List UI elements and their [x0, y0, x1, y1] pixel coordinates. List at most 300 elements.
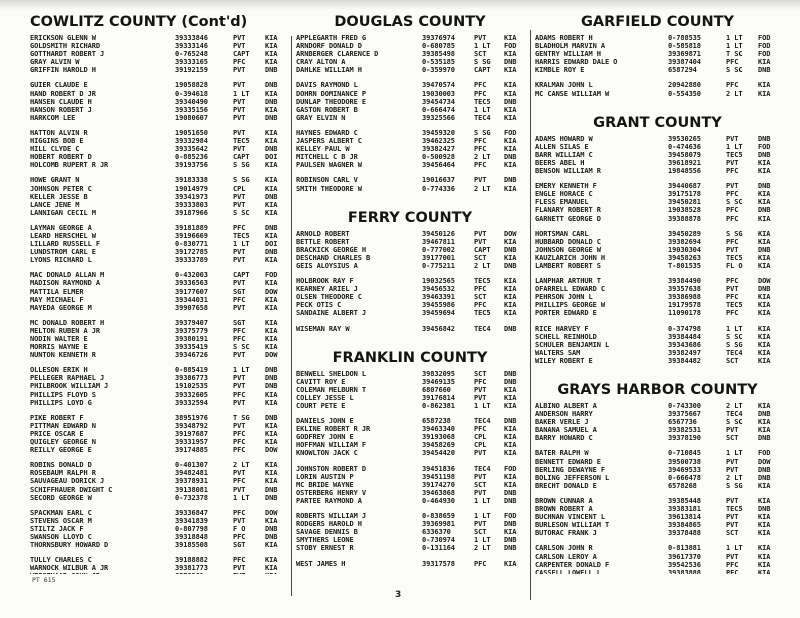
status-code: KIA: [504, 237, 517, 246]
serial-number: 39459320: [422, 128, 455, 137]
section-spacer: [535, 105, 780, 115]
status-code: KIA: [265, 326, 278, 335]
status-code: KIA: [758, 237, 771, 246]
soldier-name: WEST JAMES H: [296, 559, 346, 568]
roster-entry: [535, 505, 780, 513]
serial-number: 39384490: [668, 277, 701, 286]
status-code: KIA: [504, 472, 517, 481]
roster-entry: [30, 494, 287, 502]
roster-entry: [535, 458, 780, 466]
rank: TEC4: [474, 113, 491, 122]
roster-entry: [296, 394, 524, 402]
serial-number: 39331957: [175, 438, 208, 447]
section-spacer: [296, 340, 524, 350]
status-code: KIA: [504, 559, 517, 568]
roster-entry: [30, 201, 287, 209]
soldier-name: SCHELL REINHOLD: [535, 332, 597, 341]
soldier-name: LILLARD RUSSELL F: [30, 240, 100, 249]
roster-entry: [535, 34, 780, 42]
serial-number: 39458079: [668, 150, 701, 159]
status-code: KIA: [758, 261, 771, 270]
status-code: DNB: [504, 245, 517, 254]
roster-entry: [30, 319, 287, 327]
serial-number: 39459694: [422, 309, 455, 318]
roster-entry: [296, 417, 524, 425]
roster-entry: [296, 544, 524, 552]
roster-entry: [535, 521, 780, 529]
county-heading: FRANKLIN COUNTY: [332, 349, 488, 366]
serial-number: 19051650: [175, 128, 208, 137]
soldier-name: ARNOLD ROBERT: [296, 229, 350, 238]
serial-number: 0-885236: [175, 153, 208, 162]
roster-entry: [30, 327, 287, 335]
soldier-name: RODGERS HAROLD H: [296, 520, 362, 529]
soldier-name: KIMBLE ROY E: [535, 66, 585, 75]
roster-entry: [296, 90, 524, 98]
rank: CAPT: [474, 66, 491, 75]
status-code: KIA: [265, 176, 278, 185]
status-code: KIA: [265, 58, 278, 67]
serial-number: 6587238: [422, 417, 451, 426]
serial-number: 39369981: [422, 520, 455, 529]
serial-number: 39384484: [668, 332, 701, 341]
roster-entry: [535, 301, 780, 309]
serial-number: 39378190: [668, 434, 701, 443]
rank: PVT: [474, 237, 487, 246]
rank: S SC: [233, 343, 250, 352]
status-code: KIA: [504, 285, 517, 294]
serial-number: 20942880: [668, 81, 701, 90]
roster-entry: [30, 153, 287, 161]
soldier-name: BOLING JEFFERSON L: [535, 473, 610, 482]
status-code: KIA: [758, 293, 771, 302]
status-code: KIA: [758, 496, 771, 505]
roster-entry: [296, 238, 524, 246]
soldier-name: BAKER VERLE J: [535, 418, 589, 427]
soldier-name: WISEMAN RAY W: [296, 324, 350, 333]
status-code: KIA: [758, 158, 771, 167]
status-code: KIA: [758, 198, 771, 207]
rank: 2 LT: [474, 153, 491, 162]
roster-entry: [30, 42, 287, 50]
serial-number: 39382531: [668, 426, 701, 435]
roster-entry: [30, 304, 287, 312]
soldier-name: JOHNSON PETER C: [30, 184, 92, 193]
rank: PFC: [233, 532, 246, 541]
rank: PVT: [233, 374, 246, 383]
status-code: DNB: [758, 66, 771, 75]
status-code: KIA: [758, 513, 771, 522]
rank: PVT: [233, 113, 246, 122]
rank: PFC: [474, 89, 487, 98]
roster-entry: [30, 525, 287, 533]
soldier-name: REILLY GEORGE E: [30, 446, 92, 455]
roster-entry: [296, 497, 524, 505]
roster-entry: [535, 544, 780, 552]
serial-number: 39384482: [668, 356, 701, 365]
serial-number: 39613814: [668, 513, 701, 522]
soldier-name: STILTZ JACK F: [30, 524, 84, 533]
serial-number: 39193756: [175, 161, 208, 170]
roster-group: [296, 176, 524, 192]
serial-number: 39542536: [668, 560, 701, 569]
soldier-name: LAYMAN GEORGE A: [30, 223, 92, 232]
soldier-name: GUIER CLAUDE E: [30, 81, 88, 90]
rank: PFC: [233, 223, 246, 232]
serial-number: 19014979: [175, 184, 208, 193]
status-code: KIA: [504, 184, 517, 193]
soldier-name: BENNETT EDWARD E: [535, 457, 601, 466]
section-spacer: [296, 200, 524, 210]
serial-number: 6807660: [422, 385, 451, 394]
serial-number: 39185508: [175, 541, 208, 550]
soldier-name: PAULSEN WAGNER W: [296, 161, 362, 170]
roster-group: [30, 129, 287, 169]
soldier-name: BUCHNAN VINCENT L: [535, 513, 605, 522]
status-code: KIA: [265, 429, 278, 438]
serial-number: 19030003: [422, 89, 455, 98]
serial-number: 6578268: [668, 481, 697, 490]
soldier-name: JOHNSTON ROBERT D: [296, 464, 366, 473]
rank: PVT: [474, 449, 487, 458]
rank: SCT: [474, 50, 487, 59]
roster-group: [296, 277, 524, 317]
rank: CPL: [474, 433, 487, 442]
roster-entry: [296, 277, 524, 285]
soldier-name: CASSELL LOWELL L: [535, 568, 601, 574]
soldier-name: ADAMS HOWARD W: [535, 134, 593, 143]
status-code: FOD: [758, 449, 771, 458]
serial-number: 0-131164: [422, 544, 455, 553]
roster-entry: [535, 349, 780, 357]
roster-group: [296, 129, 524, 169]
roster-entry: [296, 370, 524, 378]
status-code: KIA: [758, 340, 771, 349]
rank: [233, 572, 265, 574]
column-divider-1: [291, 36, 292, 596]
serial-number: 0-474636: [668, 142, 701, 151]
roster-entry: [296, 114, 524, 122]
soldier-name: HUBBARD DONALD C: [535, 237, 601, 246]
status-code: DNB: [758, 182, 771, 191]
status-code: KIA: [265, 477, 278, 486]
roster-entry: [535, 90, 780, 98]
rank: T SC: [726, 50, 743, 59]
serial-number: 39346726: [175, 351, 208, 360]
roster-group: [535, 325, 780, 365]
soldier-name: ROSEBAUM RALPH R: [30, 469, 96, 478]
roster-entry: [296, 520, 524, 528]
roster-entry: [535, 410, 780, 418]
roster-group: [296, 417, 524, 457]
serial-number: 0-743300: [668, 402, 701, 410]
serial-number: 19848556: [668, 167, 701, 176]
roster-entry: [296, 145, 524, 153]
status-code: DOW: [265, 508, 278, 517]
serial-number: 39336847: [175, 508, 208, 517]
soldier-name: BETTLE ROBERT: [296, 237, 350, 246]
soldier-name: JASPERS ALBERT C: [296, 137, 362, 146]
rank: S SG: [233, 161, 250, 170]
status-code: DNB: [758, 505, 771, 514]
serial-number: 39375779: [175, 326, 208, 335]
rank: 1 LT: [474, 402, 491, 410]
roster-group: [30, 319, 287, 359]
soldier-name: JOHNSON GEORGE W: [535, 245, 601, 254]
roster-entry: [535, 513, 780, 521]
soldier-name: MITCHELL C B JR: [296, 153, 358, 162]
roster-group: [535, 497, 780, 537]
rank: 1 LT: [474, 105, 491, 114]
soldier-name: SAUVAGEAU DORICK J: [30, 477, 105, 486]
roster-entry: [296, 449, 524, 457]
serial-number: 0-500928: [422, 153, 455, 162]
rank: 2 LT: [726, 89, 743, 98]
status-code: KIA: [758, 418, 771, 427]
soldier-name: KNOWLTON JACK C: [296, 449, 358, 458]
rank: PVT: [233, 248, 246, 257]
rank: PVT: [233, 279, 246, 288]
roster-entry: [30, 414, 287, 422]
serial-number: 39343686: [668, 340, 701, 349]
soldier-name: CRAY ALTON A: [296, 58, 346, 67]
rank: PFC: [233, 477, 246, 486]
status-code: KIA: [265, 50, 278, 59]
status-code: KIA: [265, 105, 278, 114]
rank: PVT: [726, 245, 739, 254]
roster-entry: [30, 90, 287, 98]
roster-entry: [30, 391, 287, 399]
roster-group: [535, 449, 780, 489]
roster-entry: [30, 161, 287, 169]
soldier-name: ALBINO ALBERT A: [535, 402, 597, 410]
roster-group: [296, 370, 524, 410]
roster-entry: [30, 271, 287, 279]
rank: S SG: [726, 229, 743, 238]
roster-entry: [535, 285, 780, 293]
serial-number: 39333146: [175, 42, 208, 51]
serial-number: 39387404: [668, 58, 701, 67]
status-code: DNB: [504, 496, 517, 505]
serial-number: 39378931: [175, 477, 208, 486]
soldier-name: OSTERBERG HENRY V: [296, 488, 366, 497]
soldier-name: BRACKICK GEORGE H: [296, 245, 366, 254]
rank: SCT: [726, 434, 739, 443]
rank: TEC5: [474, 277, 491, 286]
roster-entry: [30, 256, 287, 264]
serial-number: 0-813881: [668, 544, 701, 553]
roster-entry: [535, 182, 780, 190]
status-code: DNB: [758, 285, 771, 294]
status-code: DOW: [758, 277, 771, 286]
roster-entry: [30, 382, 287, 390]
status-code: KIA: [758, 560, 771, 569]
roster-entry: [30, 81, 287, 89]
serial-number: 39832095: [422, 369, 455, 378]
rank: 1 LT: [726, 34, 743, 42]
serial-number: 39450126: [422, 229, 455, 238]
status-code: KIA: [758, 214, 771, 223]
soldier-name: BATER RALPH W: [535, 449, 589, 458]
roster-entry: [296, 246, 524, 254]
serial-number: 39500738: [668, 457, 701, 466]
rank: TEC4: [474, 417, 491, 426]
soldier-name: CARLSON JOHN R: [535, 544, 593, 553]
status-code: KIA: [265, 541, 278, 550]
roster-entry: [296, 161, 524, 169]
soldier-name: HIGGINS BOB E: [30, 137, 84, 146]
serial-number: 39469135: [422, 377, 455, 386]
status-code: FOD: [504, 512, 517, 521]
rank: SCT: [474, 369, 487, 378]
column-divider-2: [530, 30, 531, 600]
rank: TEC5: [233, 137, 250, 146]
rank: S SC: [726, 332, 743, 341]
status-code: KIA: [758, 426, 771, 435]
status-code: KIA: [504, 50, 517, 59]
soldier-name: LANPHAR ARTHUR T: [535, 277, 601, 286]
serial-number: 39458269: [422, 441, 455, 450]
soldier-name: KEARNEY ARIEL J: [296, 285, 358, 294]
soldier-name: QUIGLEY GEORGE N: [30, 438, 96, 447]
roster-entry: [535, 206, 780, 214]
rank: PVT: [474, 229, 487, 238]
rank: SCT: [474, 293, 487, 302]
soldier-name: DANIELS JOHN E: [296, 417, 354, 426]
serial-number: 0-554350: [668, 89, 701, 98]
status-code: KIA: [504, 402, 517, 410]
rank: PFC: [726, 309, 739, 318]
roster-entry: [30, 106, 287, 114]
roster-entry: [535, 190, 780, 198]
serial-number: T-801535: [668, 261, 701, 270]
status-code: DNB: [504, 97, 517, 106]
rank: PFC: [233, 429, 246, 438]
soldier-name: WARNOCK WILBUR A JR: [30, 564, 109, 573]
roster-entry: [30, 351, 287, 359]
roster-entry: [30, 145, 287, 153]
status-code: KIA: [265, 461, 278, 470]
soldier-name: GOTTHARDT ROBERT J: [30, 50, 105, 59]
roster-entry: [296, 481, 524, 489]
serial-number: 19058828: [175, 81, 208, 90]
serial-number: 39335419: [175, 343, 208, 352]
soldier-name: SMYTHERS LEONE: [296, 536, 354, 545]
soldier-name: SECORD GEORGE W: [30, 493, 92, 502]
rank: S SC: [726, 418, 743, 427]
roster-group: [535, 182, 780, 222]
roster-entry: [535, 42, 780, 50]
roster-entry: [535, 66, 780, 74]
rank: PFC: [474, 301, 487, 310]
serial-number: 0-432003: [175, 271, 208, 280]
roster-entry: [30, 438, 287, 446]
status-code: DNB: [265, 113, 278, 122]
rank: TEC5: [726, 253, 743, 262]
serial-number: 0-730974: [422, 536, 455, 545]
soldier-name: CARLSON LEROY A: [535, 552, 597, 561]
status-code: KIA: [504, 113, 517, 122]
rank: PFC: [474, 161, 487, 170]
rank: PVT: [233, 66, 246, 75]
rank: PFC: [233, 390, 246, 399]
section-spacer: [535, 372, 780, 382]
roster-entry: [30, 461, 287, 469]
status-code: KIA: [265, 279, 278, 288]
soldier-name: EMERY KENNETH F: [535, 182, 597, 191]
rank: 2 LT: [474, 544, 491, 553]
status-code: DNB: [265, 81, 278, 90]
status-code: DNB: [758, 465, 771, 474]
roster-entry: [296, 285, 524, 293]
serial-number: 0-885419: [175, 366, 208, 375]
soldier-name: SCHULER BENJAMIN L: [535, 340, 610, 349]
roster-entry: [30, 296, 287, 304]
serial-number: 39341973: [175, 192, 208, 201]
serial-number: 39450289: [668, 229, 701, 238]
status-code: KIA: [504, 105, 517, 114]
status-code: KIA: [265, 89, 278, 98]
soldier-name: ERICKSON GLENN W: [30, 34, 96, 42]
serial-number: [175, 572, 233, 574]
status-code: FOD: [758, 142, 771, 151]
soldier-name: HANSEN CLAUDE H: [30, 97, 92, 106]
serial-number: 39340490: [175, 97, 208, 106]
roster-entry: [30, 446, 287, 454]
roster-entry: [30, 343, 287, 351]
rank: PVT: [726, 521, 739, 530]
roster-group: [535, 544, 780, 574]
status-code: DNB: [265, 485, 278, 494]
status-code: KIA: [265, 231, 278, 240]
status-code: FOD: [265, 271, 278, 280]
serial-number: 0-401307: [175, 461, 208, 470]
roster-entry: [535, 434, 780, 442]
soldier-name: NODIN WALTER E: [30, 335, 88, 343]
serial-number: 39187966: [175, 208, 208, 217]
roster-entry: [535, 215, 780, 223]
roster-entry: [535, 246, 780, 254]
roster-entry: [535, 151, 780, 159]
status-code: KIA: [265, 421, 278, 430]
status-code: KIA: [265, 343, 278, 352]
roster-group: [296, 512, 524, 552]
rank: PVT: [474, 393, 487, 402]
status-code: KIA: [504, 137, 517, 146]
roster-entry: [535, 553, 780, 561]
soldier-name: WILEY ROBERT E: [535, 356, 593, 365]
soldier-name: LANCE JENE M: [30, 200, 80, 209]
soldier-name: GARNETT GEORGE D: [535, 214, 601, 223]
rank: S SG: [474, 58, 491, 67]
roster-group: [30, 81, 287, 121]
roster-entry: [535, 357, 780, 365]
status-code: KIA: [504, 66, 517, 75]
status-code: KIA: [758, 324, 771, 333]
soldier-name: HOWE GRANT N: [30, 176, 80, 185]
roster-entry: [30, 176, 287, 184]
roster-group: [535, 402, 780, 442]
rank: PFC: [726, 190, 739, 199]
soldier-name: HOLBROOK RAY F: [296, 277, 354, 286]
roster-entry: [30, 98, 287, 106]
soldier-name: BANANA SAMUEL A: [535, 426, 597, 435]
status-code: DOW: [504, 229, 517, 238]
rank: SCT: [474, 480, 487, 489]
soldier-name: LANNIGAN CECIL M: [30, 208, 96, 217]
roster-entry: [535, 497, 780, 505]
status-code: DOW: [758, 457, 771, 466]
